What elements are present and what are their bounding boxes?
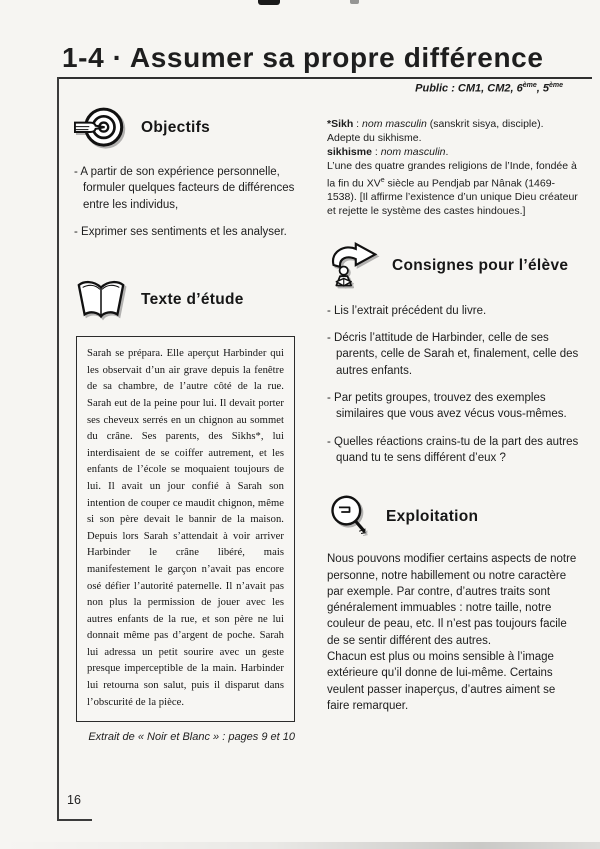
audience-text: , 5: [536, 82, 549, 95]
definition-note: [327, 118, 579, 219]
section-title: Objectifs: [141, 119, 211, 136]
objective-item: - A partir de son expérience personnelle, formuler quelques facteurs de différences entre les individus,: [74, 164, 312, 213]
note-text: :: [353, 118, 363, 130]
note-text: L’une des quatre grandes religions de l’Inde, fondée à la fin du XV: [327, 159, 577, 190]
target-hand-icon: [74, 104, 128, 152]
open-book-icon: [74, 277, 128, 323]
consigne-item: - Décris l’attitude de Harbinder, celle de ses parents, celle de Sarah et, finalement, celle des autres enfants.: [327, 330, 579, 379]
section-texte-etude-header: [74, 277, 312, 323]
scan-artifact: [258, 0, 280, 5]
excerpt-text: Sarah se prépara. Elle aperçut Harbinder qui les observait d’un air grave depuis la fenêtre de sa chambre, de l’autre côté de la rue. Sarah eut de la peine pour lui. Il devait porter ses cheveux serrés en un chignon au sommet du crâne. Ses parents, des Sikhs*, lui interdisaient de se coiffer autrement, et les enfants de l’école se moquaient toujours de lui. Il avait un jour confié à Sarah son intention de couper ce maudit chignon, même si son père devait le bannir de la maison. Depuis lors Sarah s’attendait à voir arriver Harbinder le crâne libéré, mais manifestement le garçon n’avait pas encore osé défier l’autorité paternelle. Il n’avait pas non plus la permission de jouer avec les autres enfants de la rue, et son père ne lui donnait même pas d’argent de poche. Sarah lui adressa un petit sourire avec un geste presque imperceptible de la main. Harbinder lui retourna son salut, puis il disparut dans l’obscurité de la pièce.: [87, 348, 284, 708]
note-italic: nom masculin: [362, 118, 427, 130]
note-line: [327, 118, 579, 132]
exploitation-paragraph: Nous pouvons modifier certains aspects de notre personne, notre habillement ou notre caractère par exemple. Par contre, d’autres traits sont généralement immuables : notre taille, notre couleur de peau, etc. Il n’est pas toujours facile de se sentir différent des autres.: [327, 553, 577, 647]
consigne-item: - Quelles réactions crains-tu de la part des autres quand tu te sens différent d’eux ?: [327, 434, 579, 467]
note-sup: e: [380, 176, 385, 184]
consigne-item: - Lis l’extrait précédent du livre.: [327, 303, 579, 319]
note-text: .: [445, 145, 449, 158]
note-line: [327, 146, 579, 160]
excerpt-box: [76, 336, 295, 722]
note-term: *Sikh: [327, 118, 354, 130]
left-column: [74, 104, 312, 743]
note-text: (sanskrit sisya, disciple).: [426, 118, 544, 130]
exploitation-paragraph: Chacun est plus ou moins sensible à l’image extérieure qu’il donne de lui-même. Certains veulent passer inaperçus, d’autres aiment se faire remarquer.: [327, 651, 556, 712]
objective-item: - Exprimer ses sentiments et les analyser.: [74, 224, 312, 240]
section-title: Exploitation: [386, 508, 479, 526]
magnifier-icon: [327, 493, 373, 541]
bottom-corner-rule: [57, 819, 92, 821]
note-term: sikhisme: [327, 145, 372, 158]
audience-sup: ème: [522, 82, 537, 89]
note-body: [327, 160, 579, 219]
right-column: [327, 118, 579, 714]
page-title: 1-4 · Assumer sa propre différence: [62, 42, 544, 73]
note-text: :: [371, 145, 381, 158]
audience-sup: ème: [548, 82, 563, 89]
section-title: Texte d’étude: [141, 291, 244, 309]
excerpt-citation: Extrait de « Noir et Blanc » : pages 9 et 10: [88, 731, 295, 744]
audience-text: Public : CM1, CM2, 6: [415, 82, 523, 95]
title-underline: [57, 77, 592, 79]
arrow-reader-icon: [327, 241, 379, 291]
scan-edge-shadow: [0, 842, 600, 849]
note-italic: nom masculin: [380, 145, 446, 158]
consigne-item: - Par petits groupes, trouvez des exemples similaires que vous avez vécus vous-mêmes.: [327, 390, 579, 423]
page-number: 16: [67, 793, 81, 807]
section-title: Consignes pour l’élève: [392, 256, 569, 274]
section-objectifs-header: [74, 104, 312, 152]
audience-label: [415, 82, 563, 95]
section-exploitation-header: [327, 493, 579, 541]
note-line: Adepte du sikhisme.: [327, 131, 422, 144]
consignes-list: [327, 303, 579, 466]
note-text: siècle au Pendjab par Nânak (1469-1538). [Il affirme l’existence d’un unique Dieu créateur et rejette le système des castes hindoues.]: [327, 177, 578, 217]
scan-artifact: [350, 0, 359, 4]
left-border-rule: [57, 77, 59, 821]
section-consignes-header: [327, 241, 579, 291]
exploitation-body: [327, 551, 579, 714]
objectifs-list: [74, 164, 312, 240]
